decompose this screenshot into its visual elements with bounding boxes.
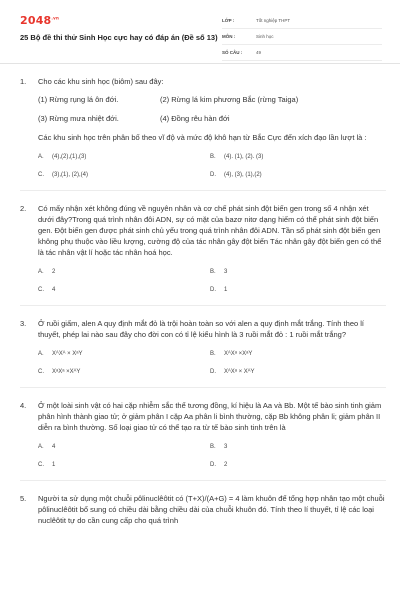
- option-d[interactable]: D. XᴬXᵃ × XᴬY: [210, 369, 255, 375]
- option-b[interactable]: B. 3: [210, 269, 228, 275]
- option-a[interactable]: A. (4),(2),(1),(3): [38, 154, 87, 160]
- answer-options: [38, 443, 386, 470]
- document-title: 25 Bộ đề thi thử Sinh Học cực hay có đáp án (Đề số 13): [20, 33, 218, 42]
- option-d[interactable]: D. 2: [210, 462, 228, 468]
- info-row-class: LỚP : Tốt nghiệp THPT: [222, 13, 382, 29]
- option-a[interactable]: A. 4: [38, 444, 56, 450]
- question-text: Người ta sử dụng một chuỗi pôlinuclêôtit có (T+X)/(A+G) = 4 làm khuôn để tổng hợp nhân tạo một chuỗi pôlinuclêôtit bổ sung có chiều dài bằng chiều dài của chuỗi khuôn đó. Tính theo lí thuyết, tỉ lệ các loại nuclêôtit tự do cần cung cấp cho quá trình: [38, 494, 385, 525]
- question-5: [20, 493, 386, 536]
- question-list: [20, 76, 386, 548]
- document-info: [222, 13, 382, 61]
- question-2: [20, 203, 386, 306]
- answer-options: [38, 350, 386, 377]
- option-b[interactable]: B. (4). (1), (2). (3): [210, 154, 264, 160]
- question-text: Cho các khu sinh học (biôm) sau đây:: [38, 77, 164, 86]
- option-c[interactable]: C. (3),(1), (2),(4): [38, 172, 88, 178]
- option-d[interactable]: D. (4), (3), (1),(2): [210, 172, 262, 178]
- option-b[interactable]: B. 3: [210, 444, 228, 450]
- question-text: Ở ruồi giấm, alen A quy định mắt đỏ là trội hoàn toàn so với alen a quy định mắt trắng. Tính theo lí thuyết, phép lai nào sau đây cho đời con có tỉ lệ kiểu hình là 3 ruồi mắt đỏ : 1 ruồi mắt trắng?: [38, 319, 364, 339]
- question-4: [20, 400, 386, 481]
- option-a[interactable]: A. XᴬXᴬ × XᵃY: [38, 351, 83, 357]
- question-number: 3.: [20, 319, 27, 328]
- question-number: 5.: [20, 494, 27, 503]
- info-row-subject: MÔN : Sinh học: [222, 29, 382, 45]
- document-header: [0, 0, 400, 64]
- list-item: (4) Đồng rêu hàn đới: [160, 114, 230, 123]
- question-1: [20, 76, 386, 191]
- question-text: Ở một loài sinh vật có hai cặp nhiễm sắc thể tương đồng, kí hiệu là Aa và Bb. Một tế bào sinh tinh giảm phân hình thành giao tử; ở giảm phân I cặp Aa phân li bình thường, cặp Bb không phân li; giảm phân II diễn ra bình thường. Số loại giao tử có thể tạo ra từ tế bào sinh tinh trên là: [38, 401, 382, 432]
- question-text: Có mấy nhận xét không đúng về nguyên nhân và cơ chế phát sinh đột biến gen trong số 4 nhận xét dưới đây?Trong quá trình nhân đôi ADN, sự có mặt của bazơ nitơ dạng hiếm có thể phát sinh đột biến gen. Đột biến gen được phát sinh chủ yếu trong quá trình nhân đôi ADN. Tần số phát sinh đột biến gen không phụ thuộc vào liều lượng, cường độ của tác nhân gây đột biến Tác nhân gây đột biến gen có thể là tác nhân vật lí hoặc tác nhân hoá học.: [38, 204, 382, 257]
- biome-list: [38, 94, 386, 124]
- option-a[interactable]: A. 2: [38, 269, 56, 275]
- question-subtext: Các khu sinh học trên phân bố theo vĩ độ và mức độ khô hạn từ Bắc Cực đến xích đạo lần lượt là :: [38, 133, 367, 142]
- option-b[interactable]: B. XᴬXᵃ ×XᵃY: [210, 351, 253, 357]
- list-item: (2) Rừng lá kim phương Bắc (rừng Taiga): [160, 95, 299, 104]
- option-c[interactable]: C. XᵃXᵃ ×XᴬY: [38, 369, 81, 375]
- site-logo[interactable]: $2048^{.vn}$: [20, 14, 59, 27]
- list-item: (1) Rừng rụng lá ôn đới.: [38, 95, 119, 104]
- option-d[interactable]: D. 1: [210, 287, 228, 293]
- question-number: 1.: [20, 77, 27, 86]
- question-number: 4.: [20, 401, 27, 410]
- info-row-count: SỐ CÂU : 49: [222, 45, 382, 61]
- option-c[interactable]: C. 1: [38, 462, 56, 468]
- answer-options: [38, 268, 386, 295]
- question-3: [20, 318, 386, 388]
- list-item: (3) Rừng mưa nhiệt đới.: [38, 114, 119, 123]
- answer-options: [38, 153, 386, 180]
- question-number: 2.: [20, 204, 27, 213]
- option-c[interactable]: C. 4: [38, 287, 56, 293]
